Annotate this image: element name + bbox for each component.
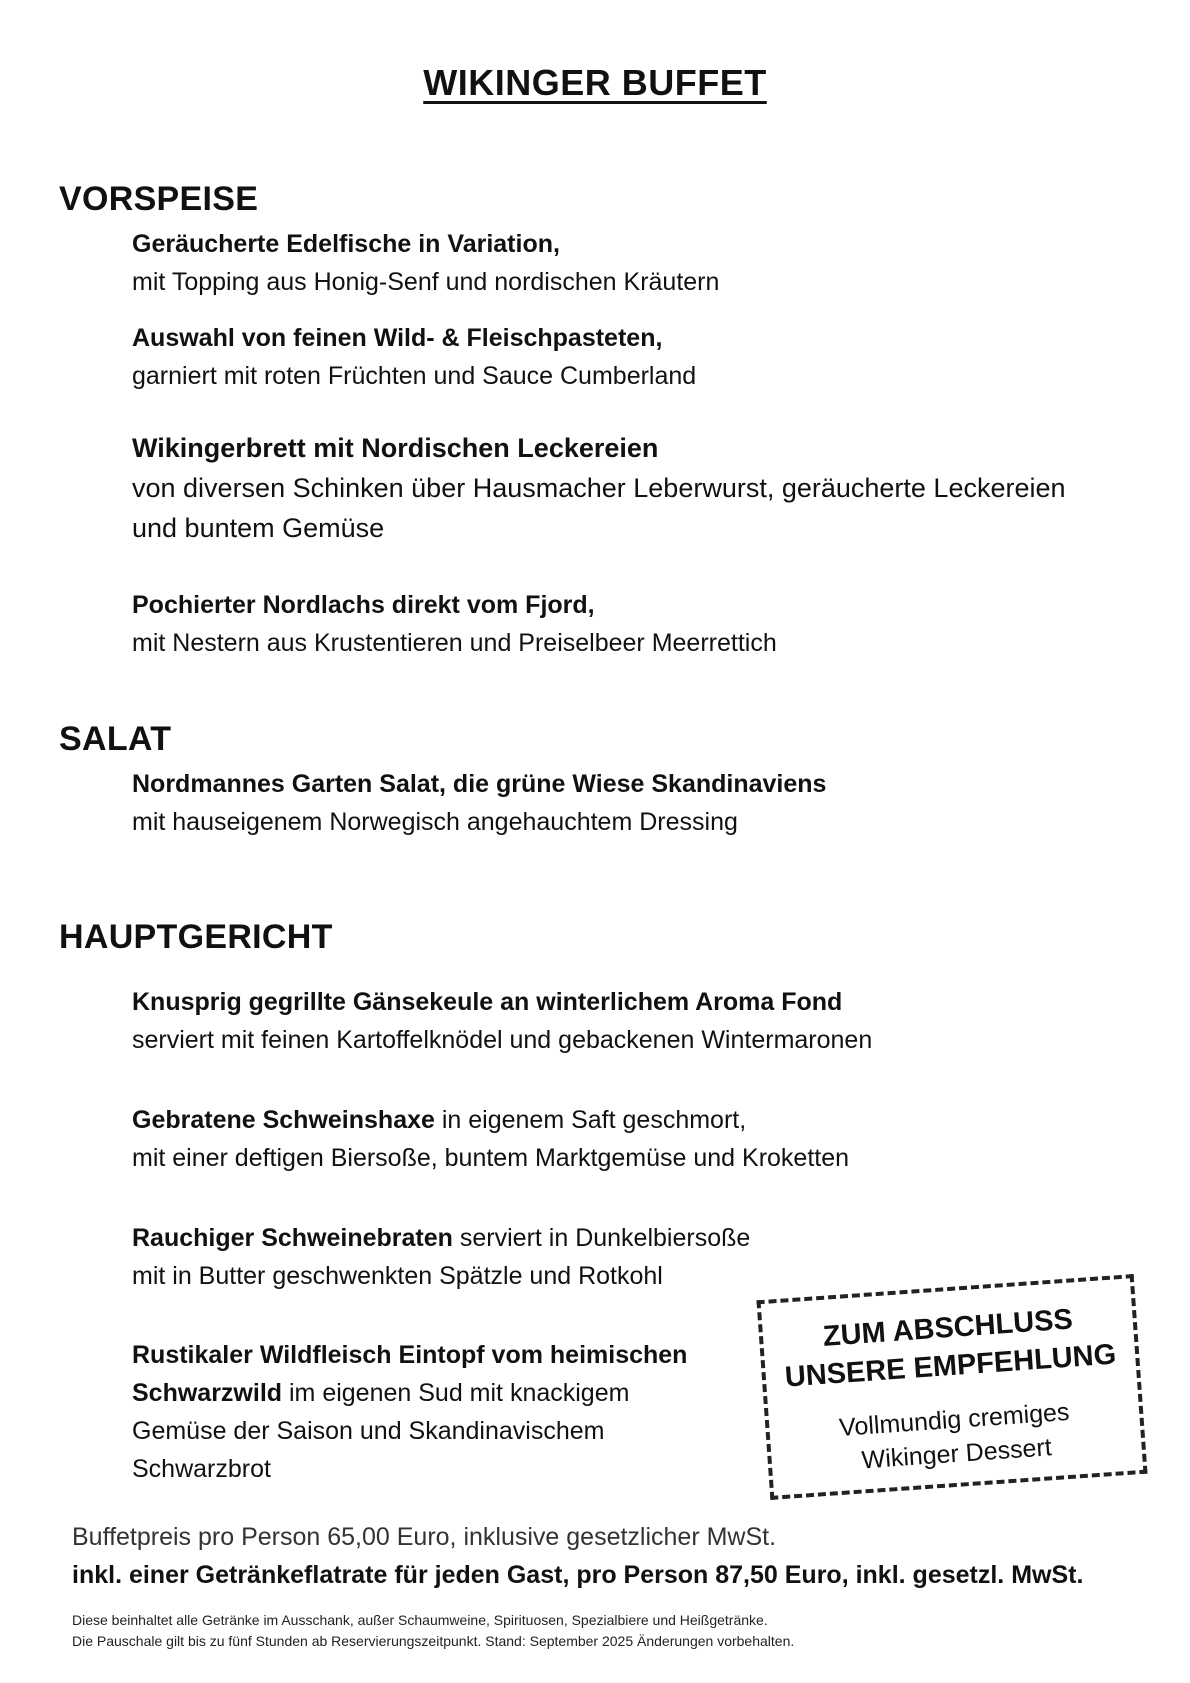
recommendation-heading: [762, 1296, 1136, 1398]
dish-name: Gebratene Schweinshaxe: [132, 1106, 435, 1134]
dish-description: serviert mit feinen Kartoffelknödel und gebackenen Wintermaronen: [132, 1026, 873, 1054]
dish-description-line: [132, 1374, 687, 1412]
recommendation-heading-line: ZUM ABSCHLUSS: [821, 1303, 1074, 1353]
dish-name: Geräucherte Edelfische in Variation,: [132, 230, 560, 258]
dish-name: Rauchiger Schweinebraten: [132, 1224, 453, 1252]
section-heading-hauptgericht: HAUPTGERICHT: [59, 918, 333, 956]
dish-description: von diversen Schinken über Hausmacher Leberwurst, geräucherte Leckereien: [132, 473, 1066, 503]
dish-item: [132, 765, 826, 841]
dish-item: [132, 983, 872, 1059]
dish-item: [132, 586, 777, 662]
dish-name-line: [132, 1101, 849, 1139]
dish-item: [132, 225, 719, 301]
dish-name: Auswahl von feinen Wild- & Fleischpasteten,: [132, 324, 663, 352]
dish-name: Nordmannes Garten Salat, die grüne Wiese Skandinaviens: [132, 770, 827, 798]
recommendation-text: [769, 1390, 1143, 1484]
dish-item: [132, 1219, 750, 1295]
dish-name: Wikingerbrett mit Nordischen Leckereien: [132, 433, 659, 463]
dish-description: mit Topping aus Honig-Senf und nordischen Kräutern: [132, 268, 720, 296]
dish-item: [132, 428, 1066, 548]
dish-description: Gemüse der Saison und Skandinavischem: [132, 1417, 605, 1445]
recommendation-text-line: Wikinger Dessert: [860, 1433, 1053, 1475]
recommendation-heading-line: UNSERE EMPFEHLUNG: [783, 1338, 1118, 1394]
dish-item: [132, 319, 696, 395]
dish-name: Pochierter Nordlachs direkt vom Fjord,: [132, 591, 595, 619]
dish-name: Knusprig gegrillte Gänsekeule an winterlichem Aroma Fond: [132, 988, 843, 1016]
recommendation-stamp: [756, 1274, 1147, 1500]
fine-print: Die Pauschale gilt bis zu fünf Stunden ab Reservierungszeitpunkt. Stand: September 2025 Änderungen vorbehalten.: [72, 1633, 795, 1649]
fine-print: Diese beinhaltet alle Getränke im Ausschank, außer Schaumweine, Spirituosen, Spezialbiere und Heißgetränke.: [72, 1612, 768, 1628]
dish-name-line: [132, 1219, 750, 1257]
drinks-flatrate-price: inkl. einer Getränkeflatrate für jeden Gast, pro Person 87,50 Euro, inkl. gesetzl. MwSt.: [72, 1561, 1084, 1589]
section-heading-vorspeise: VORSPEISE: [59, 180, 259, 218]
dish-description: mit in Butter geschwenkten Spätzle und Rotkohl: [132, 1262, 663, 1290]
dish-name-continued: Schwarzwild: [132, 1379, 283, 1407]
dish-description: mit einer deftigen Biersoße, buntem Marktgemüse und Kroketten: [132, 1144, 850, 1172]
dish-name-suffix: in eigenem Saft geschmort,: [434, 1106, 747, 1134]
recommendation-text-line: Vollmundig cremiges: [838, 1397, 1071, 1442]
dish-name-suffix: serviert in Dunkelbiersoße: [452, 1224, 751, 1252]
dish-item: [132, 1101, 849, 1177]
dish-description: mit hauseigenem Norwegisch angehauchtem Dressing: [132, 808, 738, 836]
buffet-price: Buffetpreis pro Person 65,00 Euro, inklusive gesetzlicher MwSt.: [72, 1523, 777, 1551]
dish-item: [132, 1336, 687, 1488]
dish-description: Schwarzbrot: [132, 1455, 271, 1483]
menu-title: WIKINGER BUFFET: [423, 62, 767, 103]
dish-name: Rustikaler Wildfleisch Eintopf vom heimischen: [132, 1341, 688, 1369]
dish-description: garniert mit roten Früchten und Sauce Cumberland: [132, 362, 697, 390]
section-heading-salat: SALAT: [59, 720, 172, 758]
dish-description: und buntem Gemüse: [132, 513, 385, 543]
dish-description: im eigenen Sud mit knackigem: [282, 1379, 630, 1407]
dish-description: mit Nestern aus Krustentieren und Preiselbeer Meerrettich: [132, 629, 777, 657]
